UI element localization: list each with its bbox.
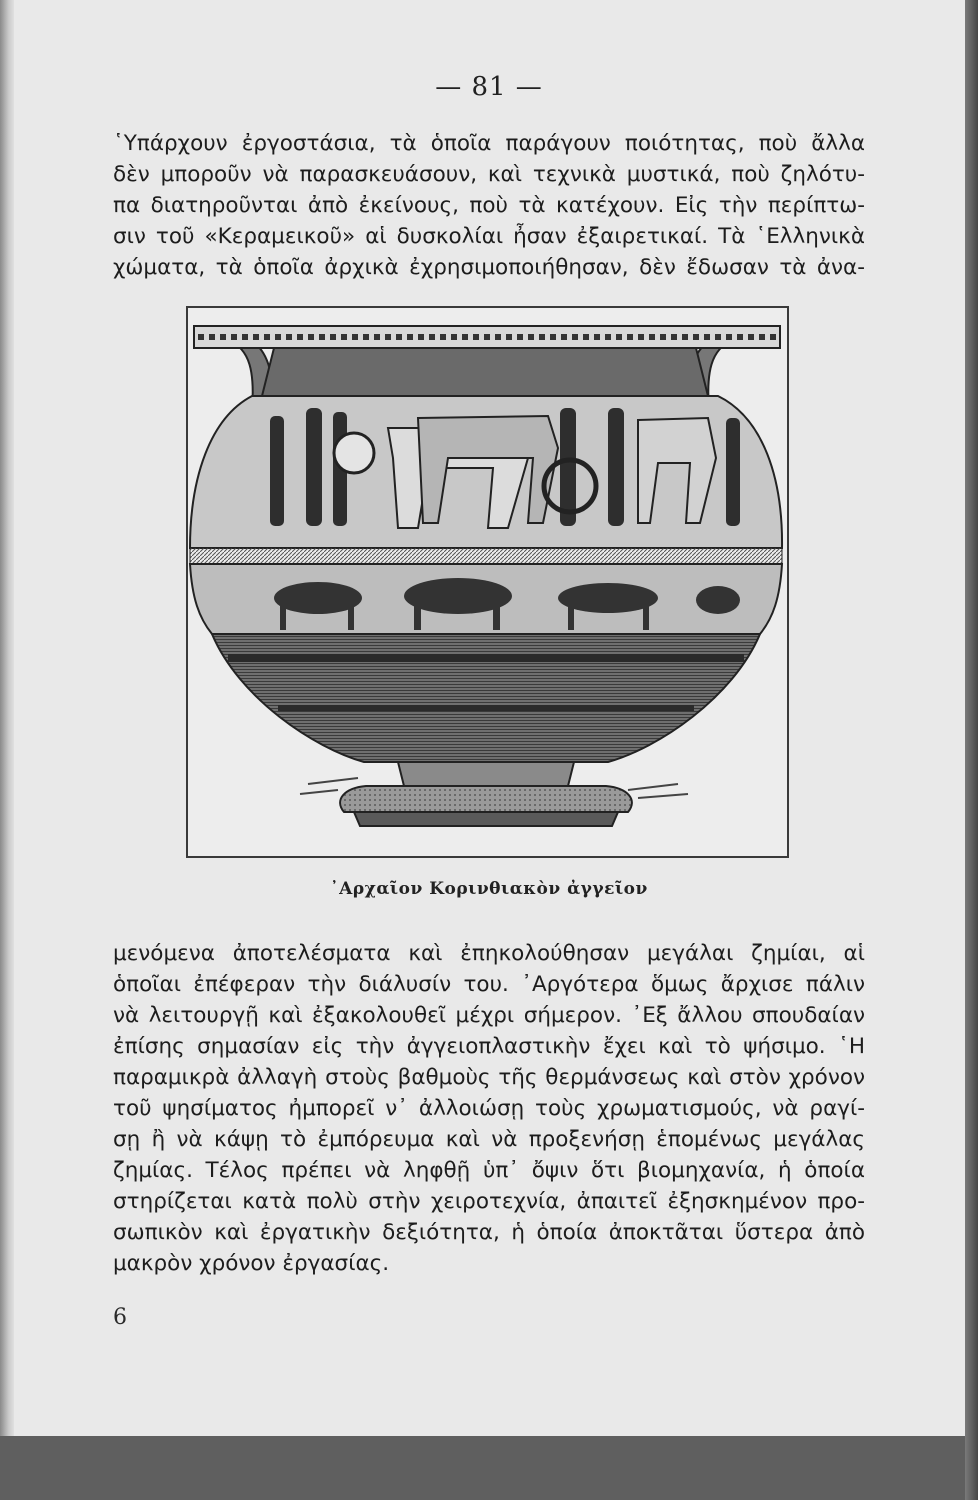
text-line: μακρὸν χρόνον ἐργασίας.: [113, 1251, 390, 1276]
text-line: σιν τοῦ «Κεραμεικοῦ» αἱ δυσκολίαι ἦσαν ἐξαιρετικαί. Τὰ ῾Ελληνικὰ: [113, 224, 865, 249]
text-line: πα διατηροῦνται ἀπὸ ἐκείνους, ποὺ τὰ κατέχουν. Εἰς τὴν περίπτω-: [113, 193, 865, 218]
text-line: νὰ λειτουργῇ καὶ ἐξακολουθεῖ μέχρι σήμερον. ᾿Εξ ἄλλου σπουδαίαν: [113, 1003, 865, 1028]
text-line: μενόμενα ἀποτελέσματα καὶ ἐπηκολούθησαν μεγάλαι ζημίαι, αἱ: [113, 941, 865, 966]
text-line: παραμικρὰ ἀλλαγὴ στοὺς βαθμοὺς τῆς θερμάνσεως καὶ στὸν χρόνον: [113, 1065, 865, 1090]
text-line: σῃ ἢ νὰ κάψῃ τὸ ἐμπόρευμα καὶ νὰ προξενήσῃ ἑπομένως μεγάλας: [113, 1127, 865, 1152]
page-edge-shadow: [965, 0, 978, 1500]
krater-illustration: [188, 308, 787, 856]
figure-caption: ᾿Αρχαῖον Κορινθιακὸν ἀγγεῖον: [330, 879, 648, 899]
text-line: ῾Υπάρχουν ἐργοστάσια, τὰ ὁποῖα παράγουν ποιότητας, ποὺ ἄλλα: [113, 131, 865, 156]
text-line: ὁποῖαι ἐπέφεραν τὴν διάλυσίν του. ᾿Αργότερα ὅμως ἄρχισε πάλιν: [113, 972, 865, 997]
text-line: δὲν μποροῦν νὰ παρασκευάσουν, καὶ τεχνικὰ μυστικά, ποὺ ζηλότυ-: [113, 162, 865, 187]
text-line: ζημίας. Τέλος πρέπει νὰ ληφθῇ ὑπ᾿ ὄψιν ὅτι βιομηχανία, ἡ ὁποία: [113, 1158, 865, 1183]
text-line: ἐπίσης σημασίαν εἰς τὴν ἀγγειοπλαστικὴν ἔχει καὶ τὸ ψήσιμο. ῾Η: [113, 1034, 865, 1059]
page-number: — 81 —: [435, 72, 543, 102]
text-line: τοῦ ψησίματος ἠμπορεῖ ν᾿ ἀλλοιώσῃ τοὺς χρωματισμούς, νὰ ραγί-: [113, 1096, 865, 1121]
text-line: στηρίζεται κατὰ πολὺ στὴν χειροτεχνία, ἀπαιτεῖ ἐξησκημένον προ-: [113, 1189, 865, 1214]
text-line: χώματα, τὰ ὁποῖα ἀρχικὰ ἐχρησιμοποιήθησαν, δὲν ἔδωσαν τὰ ἀνα-: [113, 255, 865, 280]
page-binding-shadow: [0, 0, 14, 1436]
vase-figure: [186, 306, 789, 858]
paragraph-top: [113, 128, 865, 283]
text-line: σωπικὸν καὶ ἐργατικὴν δεξιότητα, ἡ ὁποία ἀποκτᾶται ὕστερα ἀπὸ: [113, 1220, 865, 1245]
signature-mark: 6: [113, 1305, 127, 1330]
paragraph-bottom: [113, 938, 865, 1279]
